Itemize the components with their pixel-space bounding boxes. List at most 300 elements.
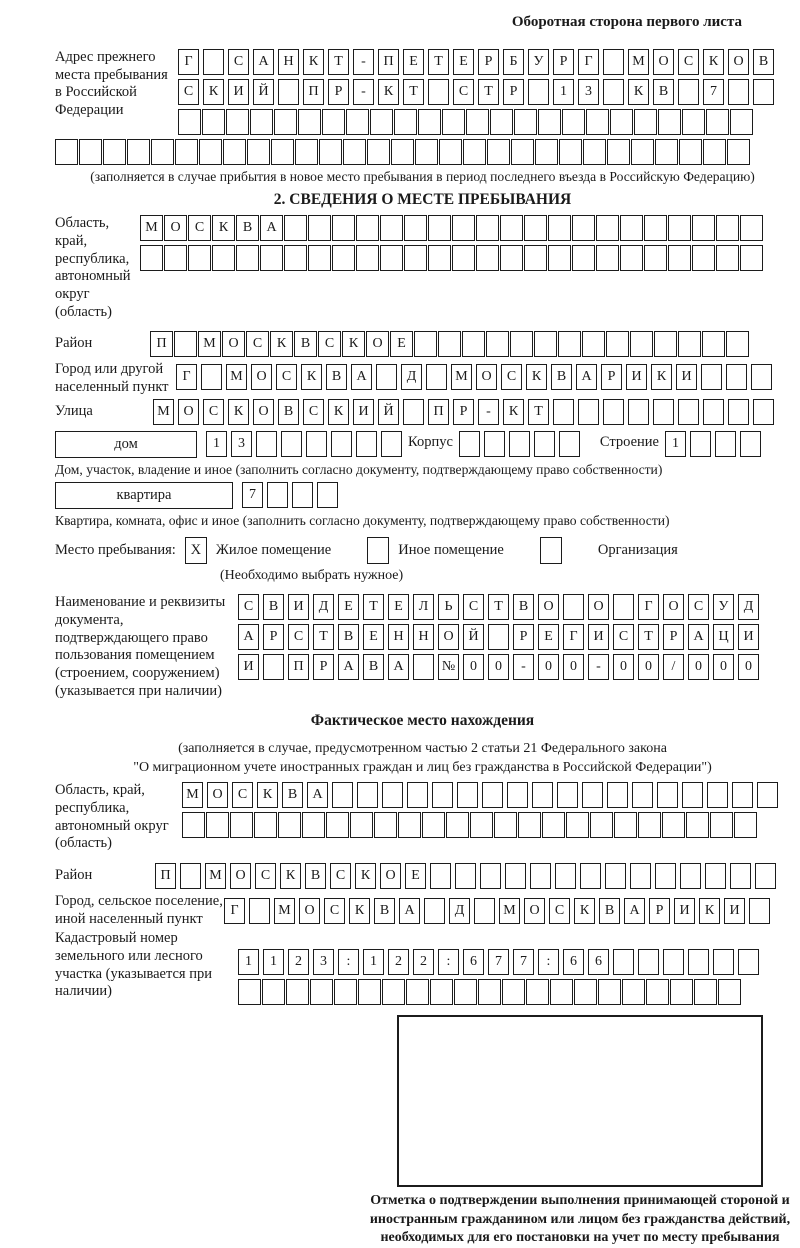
- char-box[interactable]: В: [236, 215, 259, 241]
- char-box[interactable]: А: [351, 364, 372, 390]
- char-box[interactable]: -: [353, 49, 374, 75]
- char-box[interactable]: О: [230, 863, 251, 889]
- char-box[interactable]: [707, 782, 728, 808]
- char-box[interactable]: [553, 399, 574, 425]
- char-box[interactable]: О: [728, 49, 749, 75]
- char-box[interactable]: С: [232, 782, 253, 808]
- char-box[interactable]: [734, 812, 757, 838]
- char-box[interactable]: [668, 245, 691, 271]
- char-box[interactable]: [518, 812, 541, 838]
- char-box[interactable]: [710, 812, 733, 838]
- char-box[interactable]: П: [155, 863, 176, 889]
- char-box[interactable]: Р: [553, 49, 574, 75]
- document-row-1[interactable]: [238, 594, 759, 620]
- char-box[interactable]: [586, 109, 609, 135]
- char-box[interactable]: [151, 139, 174, 165]
- char-box[interactable]: 0: [538, 654, 559, 680]
- char-box[interactable]: [140, 245, 163, 271]
- char-box[interactable]: [524, 245, 547, 271]
- char-box[interactable]: -: [478, 399, 499, 425]
- char-box[interactable]: /: [663, 654, 684, 680]
- char-box[interactable]: Е: [538, 624, 559, 650]
- char-box[interactable]: Ь: [438, 594, 459, 620]
- char-box[interactable]: [482, 782, 503, 808]
- char-box[interactable]: [655, 863, 676, 889]
- char-box[interactable]: [454, 979, 477, 1005]
- char-box[interactable]: А: [399, 898, 420, 924]
- char-box[interactable]: [583, 139, 606, 165]
- char-box[interactable]: [310, 979, 333, 1005]
- char-box[interactable]: О: [538, 594, 559, 620]
- char-box[interactable]: О: [438, 624, 459, 650]
- char-box[interactable]: 1: [206, 431, 227, 457]
- char-box[interactable]: [727, 139, 750, 165]
- char-box[interactable]: [343, 139, 366, 165]
- char-box[interactable]: Е: [338, 594, 359, 620]
- char-box[interactable]: [334, 979, 357, 1005]
- char-box[interactable]: П: [378, 49, 399, 75]
- char-box[interactable]: [690, 431, 711, 457]
- char-box[interactable]: О: [524, 898, 545, 924]
- char-box[interactable]: О: [207, 782, 228, 808]
- char-box[interactable]: Д: [738, 594, 759, 620]
- char-box[interactable]: [605, 863, 626, 889]
- char-box[interactable]: Д: [401, 364, 422, 390]
- char-box[interactable]: Е: [390, 331, 413, 357]
- char-box[interactable]: А: [238, 624, 259, 650]
- char-box[interactable]: [430, 979, 453, 1005]
- char-box[interactable]: [703, 139, 726, 165]
- char-box[interactable]: К: [355, 863, 376, 889]
- document-row-2[interactable]: [238, 624, 759, 650]
- char-box[interactable]: :: [338, 949, 359, 975]
- char-box[interactable]: А: [576, 364, 597, 390]
- char-box[interactable]: С: [453, 79, 474, 105]
- char-box[interactable]: [653, 399, 674, 425]
- char-box[interactable]: [164, 245, 187, 271]
- char-box[interactable]: Р: [601, 364, 622, 390]
- char-box[interactable]: М: [499, 898, 520, 924]
- char-box[interactable]: С: [276, 364, 297, 390]
- char-box[interactable]: [702, 331, 725, 357]
- char-box[interactable]: О: [178, 399, 199, 425]
- char-box[interactable]: [578, 399, 599, 425]
- char-box[interactable]: [726, 364, 747, 390]
- char-box[interactable]: М: [153, 399, 174, 425]
- char-box[interactable]: [206, 812, 229, 838]
- char-box[interactable]: [526, 979, 549, 1005]
- char-box[interactable]: [178, 109, 201, 135]
- char-box[interactable]: [236, 245, 259, 271]
- char-box[interactable]: [174, 331, 197, 357]
- district-row[interactable]: [150, 331, 749, 357]
- char-box[interactable]: К: [703, 49, 724, 75]
- char-box[interactable]: [332, 215, 355, 241]
- char-box[interactable]: [534, 431, 555, 457]
- char-box[interactable]: П: [303, 79, 324, 105]
- char-box[interactable]: Н: [278, 49, 299, 75]
- char-box[interactable]: Д: [449, 898, 470, 924]
- char-box[interactable]: [380, 245, 403, 271]
- char-box[interactable]: К: [628, 79, 649, 105]
- char-box[interactable]: [374, 812, 397, 838]
- char-box[interactable]: [446, 812, 469, 838]
- char-box[interactable]: 1: [665, 431, 686, 457]
- char-box[interactable]: [488, 624, 509, 650]
- char-box[interactable]: О: [164, 215, 187, 241]
- prev-address-row-4[interactable]: [55, 139, 790, 165]
- char-box[interactable]: К: [503, 399, 524, 425]
- char-box[interactable]: О: [251, 364, 272, 390]
- char-box[interactable]: С: [501, 364, 522, 390]
- char-box[interactable]: [382, 782, 403, 808]
- char-box[interactable]: [686, 812, 709, 838]
- char-box[interactable]: Т: [363, 594, 384, 620]
- char-box[interactable]: [655, 139, 678, 165]
- stay-type-checkbox-other[interactable]: [367, 537, 389, 564]
- char-box[interactable]: Р: [663, 624, 684, 650]
- char-box[interactable]: :: [438, 949, 459, 975]
- char-box[interactable]: Г: [638, 594, 659, 620]
- char-box[interactable]: [678, 399, 699, 425]
- char-box[interactable]: [654, 331, 677, 357]
- char-box[interactable]: 3: [578, 79, 599, 105]
- char-box[interactable]: 0: [713, 654, 734, 680]
- char-box[interactable]: 0: [738, 654, 759, 680]
- char-box[interactable]: [730, 109, 753, 135]
- char-box[interactable]: 1: [363, 949, 384, 975]
- char-box[interactable]: [555, 863, 576, 889]
- char-box[interactable]: [603, 79, 624, 105]
- char-box[interactable]: [494, 812, 517, 838]
- char-box[interactable]: [424, 898, 445, 924]
- char-box[interactable]: -: [513, 654, 534, 680]
- char-box[interactable]: [256, 431, 277, 457]
- char-box[interactable]: [538, 109, 561, 135]
- char-box[interactable]: [367, 139, 390, 165]
- char-box[interactable]: С: [549, 898, 570, 924]
- char-box[interactable]: [574, 979, 597, 1005]
- char-box[interactable]: [692, 215, 715, 241]
- char-box[interactable]: П: [428, 399, 449, 425]
- char-box[interactable]: [550, 979, 573, 1005]
- char-box[interactable]: [457, 782, 478, 808]
- char-box[interactable]: [548, 215, 571, 241]
- char-box[interactable]: [332, 782, 353, 808]
- char-box[interactable]: [634, 109, 657, 135]
- char-box[interactable]: Й: [378, 399, 399, 425]
- char-box[interactable]: [175, 139, 198, 165]
- char-box[interactable]: Й: [463, 624, 484, 650]
- char-box[interactable]: Н: [388, 624, 409, 650]
- char-box[interactable]: [598, 979, 621, 1005]
- char-box[interactable]: [466, 109, 489, 135]
- char-box[interactable]: С: [238, 594, 259, 620]
- char-box[interactable]: Н: [413, 624, 434, 650]
- char-box[interactable]: [474, 898, 495, 924]
- char-box[interactable]: В: [294, 331, 317, 357]
- char-box[interactable]: [726, 331, 749, 357]
- char-box[interactable]: [558, 331, 581, 357]
- char-box[interactable]: [357, 782, 378, 808]
- char-box[interactable]: [596, 215, 619, 241]
- char-box[interactable]: В: [305, 863, 326, 889]
- char-box[interactable]: [414, 331, 437, 357]
- char-box[interactable]: С: [688, 594, 709, 620]
- char-box[interactable]: М: [198, 331, 221, 357]
- char-box[interactable]: С: [228, 49, 249, 75]
- char-box[interactable]: П: [288, 654, 309, 680]
- char-box[interactable]: И: [738, 624, 759, 650]
- char-box[interactable]: С: [288, 624, 309, 650]
- korpus-row[interactable]: [459, 431, 580, 457]
- char-box[interactable]: О: [380, 863, 401, 889]
- char-box[interactable]: О: [253, 399, 274, 425]
- char-box[interactable]: [510, 331, 533, 357]
- region3-row-1[interactable]: [182, 782, 778, 808]
- char-box[interactable]: [613, 594, 634, 620]
- prev-address-row-3[interactable]: [178, 109, 774, 135]
- char-box[interactable]: [657, 782, 678, 808]
- char-box[interactable]: [462, 331, 485, 357]
- char-box[interactable]: [407, 782, 428, 808]
- char-box[interactable]: Д: [313, 594, 334, 620]
- char-box[interactable]: [563, 594, 584, 620]
- char-box[interactable]: П: [150, 331, 173, 357]
- char-box[interactable]: К: [526, 364, 547, 390]
- char-box[interactable]: [509, 431, 530, 457]
- char-box[interactable]: К: [228, 399, 249, 425]
- char-box[interactable]: К: [574, 898, 595, 924]
- char-box[interactable]: [630, 863, 651, 889]
- char-box[interactable]: [705, 863, 726, 889]
- char-box[interactable]: [557, 782, 578, 808]
- char-box[interactable]: [688, 949, 709, 975]
- char-box[interactable]: В: [551, 364, 572, 390]
- char-box[interactable]: [286, 979, 309, 1005]
- char-box[interactable]: К: [349, 898, 370, 924]
- char-box[interactable]: К: [342, 331, 365, 357]
- cadastre-row-1[interactable]: [238, 949, 759, 975]
- char-box[interactable]: У: [713, 594, 734, 620]
- char-box[interactable]: А: [253, 49, 274, 75]
- char-box[interactable]: [422, 812, 445, 838]
- char-box[interactable]: [500, 245, 523, 271]
- char-box[interactable]: [706, 109, 729, 135]
- char-box[interactable]: [267, 482, 288, 508]
- char-box[interactable]: [582, 331, 605, 357]
- char-box[interactable]: [620, 215, 643, 241]
- char-box[interactable]: К: [378, 79, 399, 105]
- char-box[interactable]: [432, 782, 453, 808]
- char-box[interactable]: Р: [503, 79, 524, 105]
- char-box[interactable]: И: [626, 364, 647, 390]
- char-box[interactable]: [199, 139, 222, 165]
- char-box[interactable]: К: [280, 863, 301, 889]
- char-box[interactable]: [438, 331, 461, 357]
- char-box[interactable]: [590, 812, 613, 838]
- char-box[interactable]: [682, 109, 705, 135]
- char-box[interactable]: :: [538, 949, 559, 975]
- char-box[interactable]: [662, 812, 685, 838]
- char-box[interactable]: [580, 863, 601, 889]
- char-box[interactable]: [398, 812, 421, 838]
- char-box[interactable]: [274, 109, 297, 135]
- char-box[interactable]: С: [463, 594, 484, 620]
- char-box[interactable]: [730, 863, 751, 889]
- char-box[interactable]: 0: [463, 654, 484, 680]
- cadastre-row-2[interactable]: [238, 979, 759, 1005]
- char-box[interactable]: [426, 364, 447, 390]
- char-box[interactable]: [738, 949, 759, 975]
- char-box[interactable]: [628, 399, 649, 425]
- char-box[interactable]: Г: [176, 364, 197, 390]
- char-box[interactable]: И: [674, 898, 695, 924]
- char-box[interactable]: [356, 431, 377, 457]
- char-box[interactable]: А: [260, 215, 283, 241]
- char-box[interactable]: И: [676, 364, 697, 390]
- char-box[interactable]: 1: [238, 949, 259, 975]
- char-box[interactable]: [632, 782, 653, 808]
- char-box[interactable]: [732, 782, 753, 808]
- char-box[interactable]: И: [228, 79, 249, 105]
- char-box[interactable]: 7: [242, 482, 263, 508]
- char-box[interactable]: [500, 215, 523, 241]
- char-box[interactable]: Г: [578, 49, 599, 75]
- char-box[interactable]: В: [753, 49, 774, 75]
- char-box[interactable]: [382, 979, 405, 1005]
- char-box[interactable]: [226, 109, 249, 135]
- char-box[interactable]: [484, 431, 505, 457]
- char-box[interactable]: [319, 139, 342, 165]
- char-box[interactable]: 6: [563, 949, 584, 975]
- char-box[interactable]: В: [263, 594, 284, 620]
- char-box[interactable]: [188, 245, 211, 271]
- char-box[interactable]: [326, 812, 349, 838]
- char-box[interactable]: [203, 49, 224, 75]
- char-box[interactable]: О: [366, 331, 389, 357]
- char-box[interactable]: [356, 215, 379, 241]
- char-box[interactable]: М: [205, 863, 226, 889]
- char-box[interactable]: [480, 863, 501, 889]
- char-box[interactable]: [644, 215, 667, 241]
- char-box[interactable]: 0: [688, 654, 709, 680]
- char-box[interactable]: [284, 245, 307, 271]
- char-box[interactable]: [271, 139, 294, 165]
- char-box[interactable]: [302, 812, 325, 838]
- char-box[interactable]: М: [226, 364, 247, 390]
- char-box[interactable]: 3: [313, 949, 334, 975]
- char-box[interactable]: 2: [413, 949, 434, 975]
- char-box[interactable]: О: [653, 49, 674, 75]
- char-box[interactable]: 0: [638, 654, 659, 680]
- region-row-1[interactable]: [140, 215, 763, 241]
- char-box[interactable]: А: [388, 654, 409, 680]
- char-box[interactable]: М: [628, 49, 649, 75]
- char-box[interactable]: [514, 109, 537, 135]
- char-box[interactable]: [668, 215, 691, 241]
- char-box[interactable]: [381, 431, 402, 457]
- char-box[interactable]: С: [613, 624, 634, 650]
- char-box[interactable]: [572, 215, 595, 241]
- char-box[interactable]: С: [178, 79, 199, 105]
- char-box[interactable]: [631, 139, 654, 165]
- char-box[interactable]: В: [278, 399, 299, 425]
- char-box[interactable]: [356, 245, 379, 271]
- char-box[interactable]: [452, 215, 475, 241]
- char-box[interactable]: [284, 215, 307, 241]
- char-box[interactable]: Е: [453, 49, 474, 75]
- char-box[interactable]: [295, 139, 318, 165]
- char-box[interactable]: [718, 979, 741, 1005]
- char-box[interactable]: [430, 863, 451, 889]
- char-box[interactable]: [404, 215, 427, 241]
- char-box[interactable]: М: [182, 782, 203, 808]
- char-box[interactable]: К: [203, 79, 224, 105]
- char-box[interactable]: [644, 245, 667, 271]
- char-box[interactable]: [249, 898, 270, 924]
- char-box[interactable]: К: [328, 399, 349, 425]
- char-box[interactable]: К: [699, 898, 720, 924]
- char-box[interactable]: [755, 863, 776, 889]
- char-box[interactable]: И: [588, 624, 609, 650]
- char-box[interactable]: [607, 139, 630, 165]
- char-box[interactable]: [562, 109, 585, 135]
- char-box[interactable]: К: [212, 215, 235, 241]
- char-box[interactable]: 2: [288, 949, 309, 975]
- char-box[interactable]: Р: [513, 624, 534, 650]
- char-box[interactable]: [476, 245, 499, 271]
- stroenie-row[interactable]: [665, 431, 761, 457]
- char-box[interactable]: [281, 431, 302, 457]
- char-box[interactable]: [542, 812, 565, 838]
- char-box[interactable]: С: [318, 331, 341, 357]
- char-box[interactable]: [630, 331, 653, 357]
- char-box[interactable]: [505, 863, 526, 889]
- char-box[interactable]: [646, 979, 669, 1005]
- char-box[interactable]: К: [270, 331, 293, 357]
- char-box[interactable]: [428, 215, 451, 241]
- char-box[interactable]: [680, 863, 701, 889]
- char-box[interactable]: [507, 782, 528, 808]
- region3-row-2[interactable]: [182, 812, 778, 838]
- char-box[interactable]: [202, 109, 225, 135]
- char-box[interactable]: М: [451, 364, 472, 390]
- char-box[interactable]: [670, 979, 693, 1005]
- char-box[interactable]: [749, 898, 770, 924]
- char-box[interactable]: [694, 979, 717, 1005]
- city3-row[interactable]: [224, 898, 770, 924]
- region-row-2[interactable]: [140, 245, 763, 271]
- char-box[interactable]: К: [257, 782, 278, 808]
- char-box[interactable]: [308, 215, 331, 241]
- apartment-widebox[interactable]: квартира: [55, 482, 233, 509]
- char-box[interactable]: У: [528, 49, 549, 75]
- char-box[interactable]: Г: [224, 898, 245, 924]
- char-box[interactable]: 0: [613, 654, 634, 680]
- char-box[interactable]: О: [663, 594, 684, 620]
- char-box[interactable]: [308, 245, 331, 271]
- char-box[interactable]: 2: [388, 949, 409, 975]
- char-box[interactable]: [713, 949, 734, 975]
- char-box[interactable]: А: [624, 898, 645, 924]
- char-box[interactable]: [715, 431, 736, 457]
- char-box[interactable]: С: [188, 215, 211, 241]
- char-box[interactable]: 7: [488, 949, 509, 975]
- char-box[interactable]: [751, 364, 772, 390]
- char-box[interactable]: 1: [553, 79, 574, 105]
- char-box[interactable]: [476, 215, 499, 241]
